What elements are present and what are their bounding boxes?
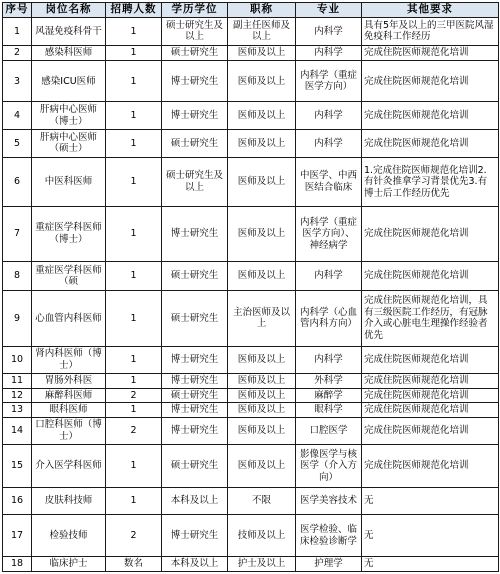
- cell-major: 内科学: [296, 18, 362, 46]
- cell-other-requirements: 完成住院医师规范化培训: [362, 417, 499, 445]
- cell-major: 影像医学与核医学（介入方向）: [296, 445, 362, 487]
- cell-education: 博士研究生: [162, 206, 228, 262]
- cell-row-number: 8: [3, 262, 32, 291]
- cell-headcount: 2: [106, 515, 162, 557]
- cell-post-name: 眼科医师: [32, 403, 106, 417]
- cell-post-name: 胃肠外科医: [32, 374, 106, 388]
- table-row: [3, 487, 499, 515]
- table-row: [3, 61, 499, 102]
- table-row: [3, 291, 499, 347]
- cell-row-number: 9: [3, 291, 32, 347]
- header-major: 专业: [296, 3, 362, 18]
- cell-other-requirements: 完成住院医师规范化培训: [362, 206, 499, 262]
- cell-professional-title: 医师及以上: [228, 445, 296, 487]
- cell-post-name: 肝病中心医师（博士）: [32, 102, 106, 130]
- cell-row-number: 10: [3, 346, 32, 374]
- cell-other-requirements: 完成住院医师规范化培训，具有三级医院工作经历，有冠脉介入或心脏电生理操作经验者优先: [362, 291, 499, 347]
- cell-education: 硕士研究生及以上: [162, 18, 228, 46]
- cell-headcount: 1: [106, 102, 162, 130]
- cell-professional-title: 医师及以上: [228, 262, 296, 291]
- table-row: [3, 417, 499, 445]
- cell-education: 本科及以上: [162, 487, 228, 515]
- cell-post-name: 肝病中心医师（硕士）: [32, 130, 106, 158]
- cell-education: 硕士研究生: [162, 388, 228, 402]
- cell-other-requirements: 无: [362, 487, 499, 515]
- cell-major: 内科学: [296, 130, 362, 158]
- cell-other-requirements: 完成住院医师规范化培训: [362, 130, 499, 158]
- cell-professional-title: 不限: [228, 487, 296, 515]
- cell-row-number: 14: [3, 417, 32, 445]
- table-row: [3, 130, 499, 158]
- cell-row-number: 15: [3, 445, 32, 487]
- cell-other-requirements: 完成住院医师规范化培训: [362, 61, 499, 102]
- cell-headcount: 2: [106, 417, 162, 445]
- cell-post-name: 口腔科医师（博士）: [32, 417, 106, 445]
- table-row: [3, 445, 499, 487]
- recruitment-table-document: [2, 2, 498, 572]
- cell-other-requirements: 完成住院医师规范化培训: [362, 262, 499, 291]
- cell-post-name: 风湿免疫科骨干: [32, 18, 106, 46]
- cell-education: 博士研究生: [162, 515, 228, 557]
- recruitment-table: [2, 2, 499, 572]
- cell-professional-title: 副主任医师及以上: [228, 18, 296, 46]
- cell-education: 硕士研究生及以上: [162, 157, 228, 206]
- cell-post-name: 重症医学科医师（硕: [32, 262, 106, 291]
- cell-row-number: 18: [3, 557, 32, 572]
- cell-professional-title: 医师及以上: [228, 130, 296, 158]
- cell-other-requirements: 无: [362, 557, 499, 572]
- cell-other-requirements: 具有5年及以上的三甲医院风湿免疫科工作经历: [362, 18, 499, 46]
- table-row: [3, 388, 499, 402]
- cell-education: 博士研究生: [162, 417, 228, 445]
- header-count: 招聘人数: [106, 3, 162, 18]
- cell-row-number: 2: [3, 45, 32, 61]
- cell-major: 内科学（重症医学方向）: [296, 61, 362, 102]
- table-body: [3, 18, 499, 572]
- table-row: [3, 374, 499, 388]
- cell-headcount: 2: [106, 388, 162, 402]
- cell-post-name: 介入医学科医师: [32, 445, 106, 487]
- cell-major: 护理学: [296, 557, 362, 572]
- cell-education: 本科及以上: [162, 557, 228, 572]
- header-education: 学历学位: [162, 3, 228, 18]
- header-title: 职称: [228, 3, 296, 18]
- cell-headcount: 1: [106, 374, 162, 388]
- cell-professional-title: 医师及以上: [228, 346, 296, 374]
- cell-education: 博士研究生: [162, 102, 228, 130]
- cell-headcount: 1: [106, 487, 162, 515]
- cell-education: 博士研究生: [162, 403, 228, 417]
- cell-other-requirements: 1.完成住院医师规范化培训2.有针灸推拿学习背景优先3.有博士后工作经历优先: [362, 157, 499, 206]
- cell-professional-title: 主治医师及以上: [228, 291, 296, 347]
- cell-row-number: 11: [3, 374, 32, 388]
- cell-education: 博士研究生: [162, 346, 228, 374]
- cell-education: 硕士研究生: [162, 445, 228, 487]
- header-other: 其他要求: [362, 3, 499, 18]
- cell-other-requirements: 无: [362, 515, 499, 557]
- cell-post-name: 感染ICU医师: [32, 61, 106, 102]
- cell-major: 中医学、中西医结合临床: [296, 157, 362, 206]
- cell-post-name: 中医科医师: [32, 157, 106, 206]
- table-row: [3, 403, 499, 417]
- cell-headcount: 1: [106, 403, 162, 417]
- cell-row-number: 3: [3, 61, 32, 102]
- cell-post-name: 皮肤科技师: [32, 487, 106, 515]
- cell-row-number: 6: [3, 157, 32, 206]
- cell-major: 内科学: [296, 346, 362, 374]
- cell-row-number: 13: [3, 403, 32, 417]
- cell-other-requirements: 完成住院医师规范化培训: [362, 374, 499, 388]
- cell-row-number: 5: [3, 130, 32, 158]
- cell-headcount: 1: [106, 18, 162, 46]
- cell-row-number: 4: [3, 102, 32, 130]
- cell-headcount: 1: [106, 346, 162, 374]
- cell-other-requirements: 完成住院医师规范化培训: [362, 445, 499, 487]
- cell-professional-title: 技师及以上: [228, 515, 296, 557]
- table-row: [3, 262, 499, 291]
- cell-headcount: 1: [106, 45, 162, 61]
- cell-professional-title: 医师及以上: [228, 388, 296, 402]
- cell-row-number: 7: [3, 206, 32, 262]
- cell-major: 内科学: [296, 45, 362, 61]
- cell-professional-title: 医师及以上: [228, 374, 296, 388]
- cell-other-requirements: 完成住院医师规范化培训: [362, 388, 499, 402]
- cell-professional-title: 医师及以上: [228, 417, 296, 445]
- cell-other-requirements: 完成住院医师规范化培训: [362, 346, 499, 374]
- cell-major: 内科学（心血管内科方向）: [296, 291, 362, 347]
- cell-major: 内科学（重症医学方向）、神经病学: [296, 206, 362, 262]
- cell-major: 内科学: [296, 262, 362, 291]
- cell-headcount: 数名: [106, 557, 162, 572]
- cell-other-requirements: 完成住院医师规范化培训: [362, 102, 499, 130]
- table-row: [3, 557, 499, 572]
- cell-row-number: 1: [3, 18, 32, 46]
- header-row: [3, 3, 499, 18]
- cell-professional-title: 护士及以上: [228, 557, 296, 572]
- cell-post-name: 重症医学科医师（博士）: [32, 206, 106, 262]
- cell-post-name: 临床护士: [32, 557, 106, 572]
- table-row: [3, 515, 499, 557]
- cell-headcount: 1: [106, 61, 162, 102]
- cell-headcount: 1: [106, 291, 162, 347]
- header-post: 岗位名称: [32, 3, 106, 18]
- cell-education: 硕士研究生: [162, 130, 228, 158]
- cell-education: 博士研究生: [162, 374, 228, 388]
- cell-professional-title: 医师及以上: [228, 102, 296, 130]
- cell-other-requirements: 完成住院医师规范化培训: [362, 45, 499, 61]
- table-row: [3, 206, 499, 262]
- cell-row-number: 16: [3, 487, 32, 515]
- cell-professional-title: 医师及以上: [228, 157, 296, 206]
- cell-headcount: 1: [106, 262, 162, 291]
- table-row: [3, 346, 499, 374]
- cell-education: 硕士研究生: [162, 45, 228, 61]
- cell-post-name: 检验技师: [32, 515, 106, 557]
- cell-major: 医学美容技术: [296, 487, 362, 515]
- header-no: 序号: [3, 3, 32, 18]
- cell-row-number: 17: [3, 515, 32, 557]
- cell-post-name: 心血管内科医师: [32, 291, 106, 347]
- cell-major: 内科学: [296, 102, 362, 130]
- cell-major: 麻醉学: [296, 388, 362, 402]
- cell-major: 医学检验、临床检验诊断学: [296, 515, 362, 557]
- cell-post-name: 感染科医师: [32, 45, 106, 61]
- cell-professional-title: 医师及以上: [228, 206, 296, 262]
- cell-major: 外科学: [296, 374, 362, 388]
- cell-post-name: 麻醉科医师: [32, 388, 106, 402]
- cell-row-number: 12: [3, 388, 32, 402]
- cell-education: 硕士研究生: [162, 291, 228, 347]
- cell-education: 硕士研究生: [162, 262, 228, 291]
- cell-headcount: 1: [106, 445, 162, 487]
- table-row: [3, 102, 499, 130]
- cell-post-name: 肾内科医师（博士）: [32, 346, 106, 374]
- cell-major: 眼科学: [296, 403, 362, 417]
- cell-other-requirements: 完成住院医师规范化培训: [362, 403, 499, 417]
- cell-headcount: 1: [106, 130, 162, 158]
- table-row: [3, 45, 499, 61]
- cell-major: 口腔医学: [296, 417, 362, 445]
- cell-education: 博士研究生: [162, 61, 228, 102]
- table-row: [3, 157, 499, 206]
- table-row: [3, 18, 499, 46]
- cell-professional-title: 医师及以上: [228, 403, 296, 417]
- cell-professional-title: 医师及以上: [228, 45, 296, 61]
- cell-headcount: 1: [106, 206, 162, 262]
- cell-professional-title: 医师及以上: [228, 61, 296, 102]
- cell-headcount: 1: [106, 157, 162, 206]
